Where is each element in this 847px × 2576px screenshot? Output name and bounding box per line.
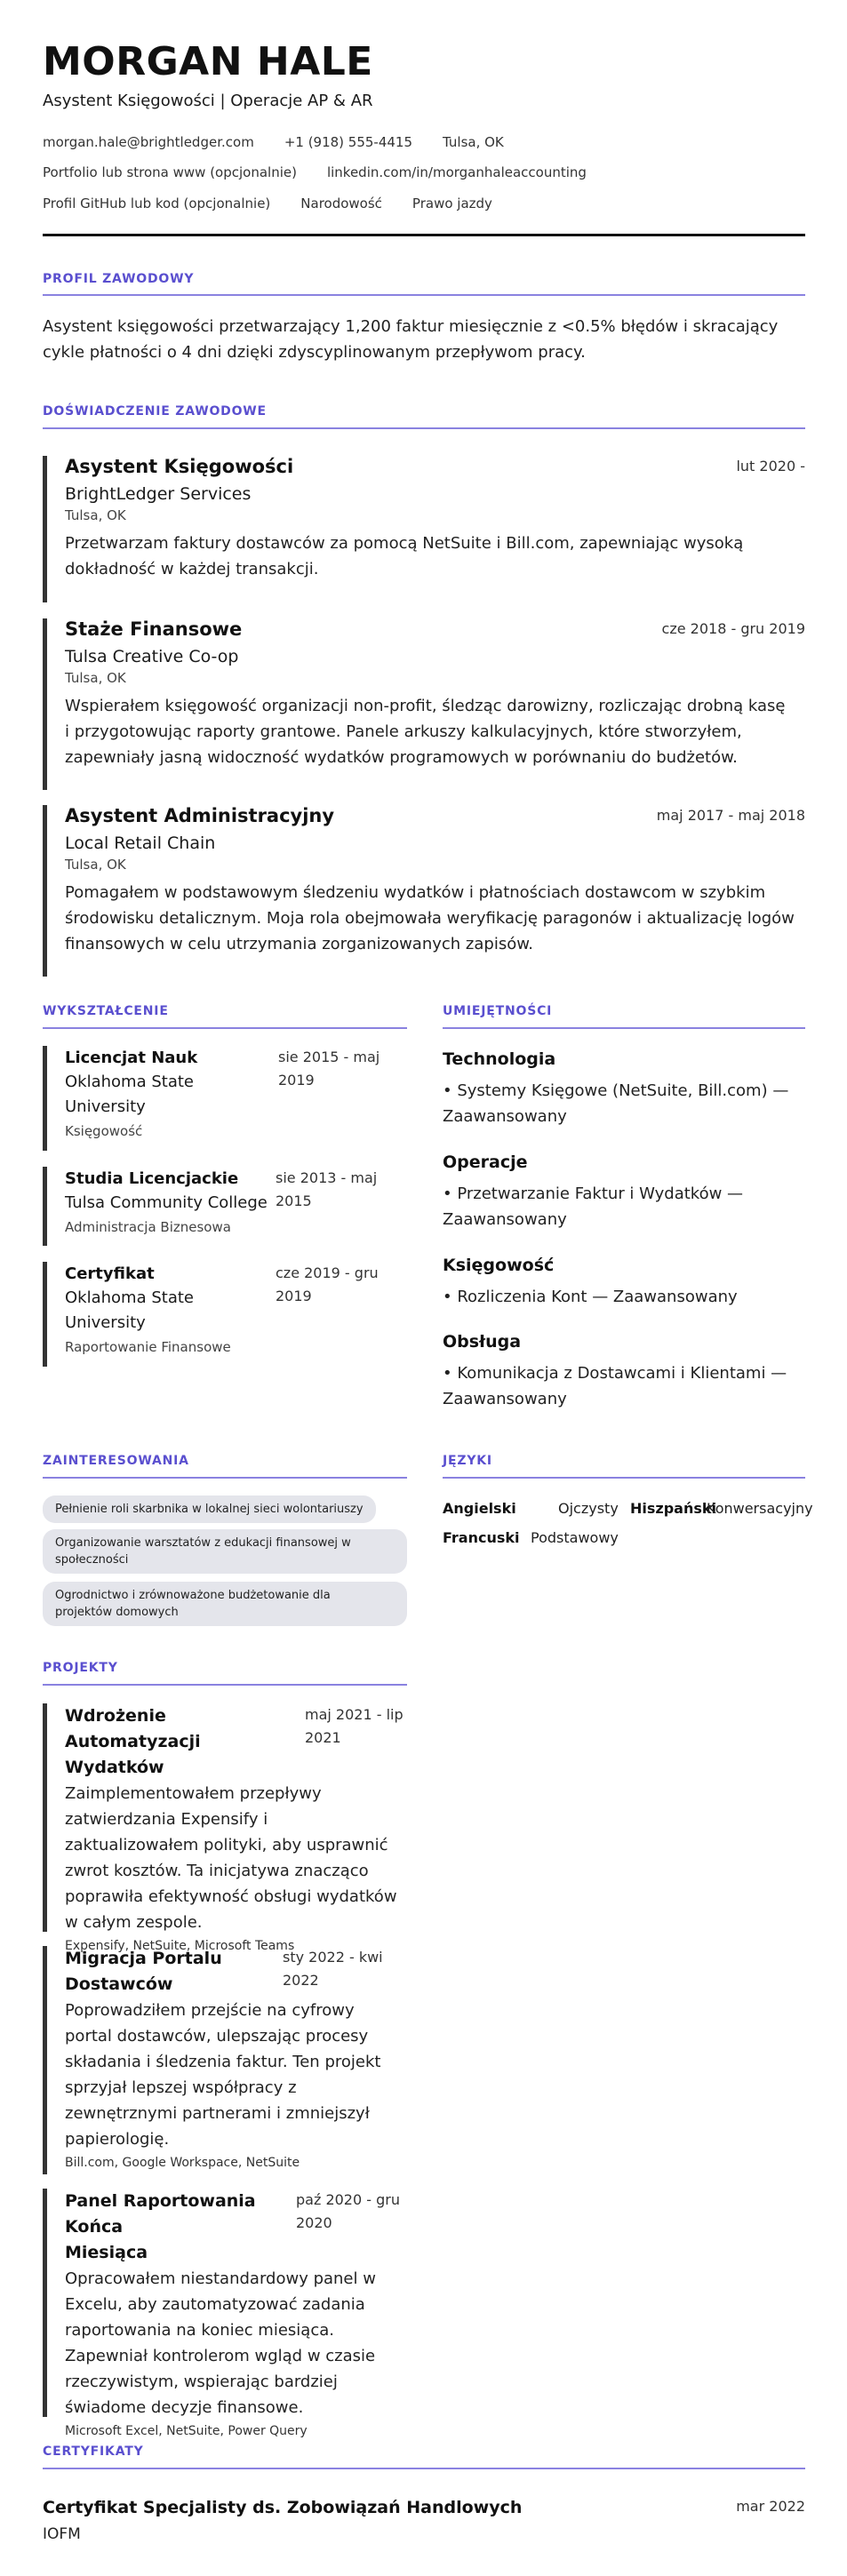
header-divider [43,234,805,236]
candidate-name: MORGAN HALE [43,39,373,84]
project-description: Opracowałem niestandardowy panel w Excelu, aby zautomatyzować zadania raportowania na koniec miesiąca. Zapewniał kontrolerom wgląd w czasie rzeczywistym, wspierając bardziej świadome decyzje finansowe. [65,2269,376,2417]
job-location: Tulsa, OK [65,507,126,523]
project-title: Wdrożenie Automatyzacji Wydatków [65,1706,201,1777]
profile-summary: Asystent księgowości przetwarzający 1,200 faktur miesięcznie z <0.5% błędów i skracający cykle płatności o 4 dni dzięki zdyscyplinowanym przepływom pracy. [43,317,779,362]
skill-group [443,1152,805,1232]
education-entry [43,1262,407,1367]
section-divider [43,427,805,429]
section-divider [43,294,805,296]
project-technologies: Bill.com, Google Workspace, NetSuite [65,2156,300,2170]
degree-title: Licencjat Nauk [65,1049,198,1067]
skill-group-title: Księgowość [443,1256,555,1275]
job-description: Wspierałem księgowość organizacji non-profit, śledząc darowizny, rozliczając drobną kasę i przygotowując raporty grantowe. Panele arkuszy kalkulacyjnych, które stworzyłem, zapewniały jasną widoczność wydatków programowych w porównaniu do budżetów. [65,697,786,767]
section-divider [43,1477,407,1479]
education-date: sie 2013 - maj 2015 [276,1169,378,1209]
field-of-study: Administracja Biznesowa [65,1219,231,1235]
project-title: Panel Raportowania Końca Miesiąca [65,2191,256,2262]
project-date: sty 2022 - kwi 2022 [283,1949,383,1989]
job-title: Staże Finansowe [65,618,243,640]
degree-title: Studia Licencjackie [65,1169,239,1188]
project-technologies: Microsoft Excel, NetSuite, Power Query [65,2424,308,2438]
contact-row-2 [43,164,617,180]
project-description: Poprowadziłem przejście na cyfrowy portal dostawców, ulepszając procesy składania i śledzenia faktur. Ten projekt sprzyjał lepszej współpracy z zewnętrznymi partnerami i zmniejszył papierologię. [65,2001,381,2149]
education-entry [43,1167,407,1246]
job-description: Pomagałem w podstawowym śledzeniu wydatków i płatnościach dostawcom w szybkim środowisku detalicznym. Moja rola obejmowała weryfikację paragonów i aktualizację logów finansowych w celu utrzymania zorganizowanych zapisów. [65,883,795,953]
contact-linkedin[interactable]: linkedin.com/in/morganhaleaccounting [326,164,587,180]
contact-email[interactable]: morgan.hale@brightledger.com [43,134,254,150]
contact-nationality: Narodowość [300,195,382,211]
interest-tag: Ogrodnictwo i zrównoważone budżetowanie dla projektów domowych [43,1582,407,1626]
school-name: Oklahoma State University [65,1073,194,1116]
degree-title: Certyfikat [65,1264,155,1283]
education-date: sie 2015 - maj 2019 [278,1049,380,1089]
interest-tag: Pełnienie roli skarbnika w lokalnej sieci wolontariuszy [43,1495,376,1523]
language-level: Podstawowy [531,1529,619,1546]
certificate-date: mar 2022 [736,2498,805,2515]
project-title: Migracja Portalu Dostawców [65,1949,222,1994]
field-of-study: Księgowość [65,1123,143,1139]
project-date: maj 2021 - lip 2021 [305,1706,404,1746]
language-name: Angielski [443,1500,516,1517]
field-of-study: Raportowanie Finansowe [65,1339,231,1355]
skill-item: • Rozliczenia Kont — Zaawansowany [443,1288,738,1306]
section-title-education: WYKSZTAŁCENIE [43,1004,169,1018]
contact-github[interactable]: Profil GitHub lub kod (opcjonalnie) [43,195,271,211]
project-date: paź 2020 - gru 2020 [296,2191,400,2231]
project-technologies: Expensify, NetSuite, Microsoft Teams [65,1939,295,1953]
job-company: Tulsa Creative Co-op [65,647,239,666]
job-company: BrightLedger Services [65,484,252,504]
language-level: Ojczysty [558,1500,619,1517]
school-name: Tulsa Community College [65,1193,268,1212]
skill-item: • Systemy Księgowe (NetSuite, Bill.com) — Zaawansowany [443,1081,789,1126]
project-description: Zaimplementowałem przepływy zatwierdzania Expensify i zaktualizowałem polityki, aby usprawnić zwrot kosztów. Ta inicjatywa znacząco poprawiła efektywność obsługi wydatków w całym zespole. [65,1784,397,1932]
language-name: Hiszpański [630,1500,716,1517]
skill-group-title: Technologia [443,1049,556,1069]
job-description: Przetwarzam faktury dostawców za pomocą NetSuite i Bill.com, zapewniając wysoką dokładność w każdej transakcji. [65,534,744,578]
project-entry [43,1703,407,1953]
candidate-headline: Asystent Księgowości | Operacje AP & AR [43,92,373,110]
job-location: Tulsa, OK [65,670,126,686]
job-date: lut 2020 - [736,458,805,475]
skill-group-title: Operacje [443,1152,528,1172]
experience-entry [43,805,805,977]
section-divider [43,2468,805,2469]
job-date: maj 2017 - maj 2018 [656,807,805,824]
contact-phone[interactable]: +1 (918) 555-4415 [284,134,413,150]
section-title-languages: JĘZYKI [443,1454,492,1468]
job-title: Asystent Administracyjny [65,805,335,826]
contact-portfolio[interactable]: Portfolio lub strona www (opcjonalnie) [43,164,297,180]
section-title-projects: PROJEKTY [43,1661,118,1675]
skill-group [443,1332,805,1412]
contact-row-1 [43,134,534,150]
skill-group-title: Obsługa [443,1332,522,1352]
interest-tag: Organizowanie warsztatów z edukacji finansowej w społeczności [43,1529,407,1574]
job-title: Asystent Księgowości [65,456,294,477]
section-title-profile: PROFIL ZAWODOWY [43,272,195,286]
section-title-certificates: CERTYFIKATY [43,2444,144,2459]
experience-entry [43,456,805,602]
section-divider [443,1477,805,1479]
language-level: Konwersacyjny [707,1500,813,1517]
section-title-experience: DOŚWIADCZENIE ZAWODOWE [43,404,267,419]
language-name: Francuski [443,1529,520,1546]
skill-item: • Komunikacja z Dostawcami i Klientami — Zaawansowany [443,1364,787,1408]
section-divider [43,1027,407,1029]
job-company: Local Retail Chain [65,833,216,853]
skill-group [443,1256,805,1310]
education-entry [43,1046,407,1151]
skill-item: • Przetwarzanie Faktur i Wydatków — Zaawansowany [443,1184,744,1229]
section-divider [43,1684,407,1686]
job-date: cze 2018 - gru 2019 [661,620,805,637]
section-divider [443,1027,805,1029]
section-title-interests: ZAINTERESOWANIA [43,1454,189,1468]
certificate-title: Certyfikat Specjalisty ds. Zobowiązań Handlowych [43,2498,523,2517]
project-entry [43,2189,407,2438]
job-location: Tulsa, OK [65,857,126,873]
section-title-skills: UMIEJĘTNOŚCI [443,1004,553,1018]
contact-location: Tulsa, OK [443,134,504,150]
contact-row-3 [43,195,523,211]
certificate-issuer: IOFM [43,2525,81,2543]
experience-entry [43,618,805,790]
education-date: cze 2019 - gru 2019 [276,1264,379,1304]
skill-group [443,1049,805,1129]
project-entry [43,1946,407,2174]
school-name: Oklahoma State University [65,1288,194,1332]
contact-driving-license: Prawo jazdy [412,195,492,211]
